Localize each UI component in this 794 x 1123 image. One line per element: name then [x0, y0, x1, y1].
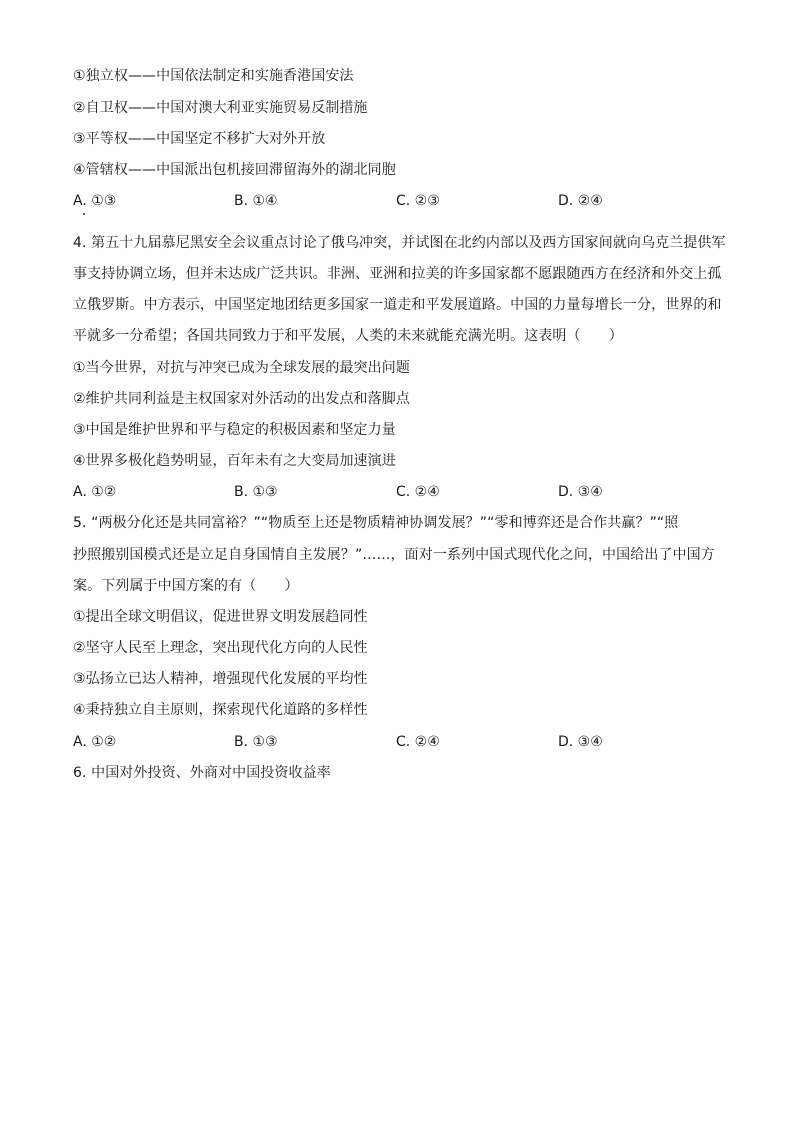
- q4-options: [73, 482, 733, 502]
- stray-dot: [83, 213, 85, 215]
- q5-item-4: ④秉持独立自主原则，探索现代化道路的多样性: [73, 702, 368, 718]
- q4-option-d: D. ③④: [558, 484, 603, 500]
- q5-option-b: B. ①③: [234, 734, 278, 750]
- q4-item-1: ①当今世界，对抗与冲突已成为全球发展的最突出问题: [73, 360, 410, 376]
- q5-option-d: D. ③④: [558, 734, 603, 750]
- q4-item-4: ④世界多极化趋势明显，百年未有之大变局加速演进: [73, 453, 396, 469]
- q5-option-c: C. ②④: [396, 734, 440, 750]
- q3-option-d: D. ②④: [558, 193, 603, 209]
- q3-option-a: A. ①③: [73, 193, 117, 209]
- q4-option-b: B. ①③: [234, 484, 278, 500]
- q3-item-2: ②自卫权——中国对澳大利亚实施贸易反制措施: [73, 100, 368, 116]
- q5-options: [73, 732, 733, 752]
- q6-stem: 6. 中国对外投资、外商对中国投资收益率: [73, 765, 331, 781]
- q3-option-b: B. ①④: [234, 193, 278, 209]
- q3-item-1: ①独立权——中国依法制定和实施香港国安法: [73, 68, 354, 84]
- q5-stem-line-2: 抄照搬别国模式还是立足自身国情自主发展？”……，面对一系列中国式现代化之问，中国给出了中国方: [73, 547, 715, 563]
- q4-stem-line-1: 4. 第五十九届慕尼黑安全会议重点讨论了俄乌冲突，并试图在北约内部以及西方国家间就向乌克兰提供军: [73, 235, 726, 251]
- q5-item-2: ②坚守人民至上理念，突出现代化方向的人民性: [73, 640, 368, 656]
- q3-item-4: ④管辖权——中国派出包机接回滞留海外的湖北同胞: [73, 162, 396, 178]
- q4-option-a: A. ①②: [73, 484, 117, 500]
- q5-option-a: A. ①②: [73, 734, 117, 750]
- q4-stem-line-2: 事支持协调立场，但并未达成广泛共识。非洲、亚洲和拉美的许多国家都不愿跟随西方在经济和外交上孤: [73, 266, 722, 282]
- q5-item-3: ③弘扬立已达人精神，增强现代化发展的平均性: [73, 671, 368, 687]
- q5-stem-line-3: 案。下列属于中国方案的有（ ）: [73, 578, 299, 594]
- q5-stem-line-1: 5. “两极分化还是共同富裕？”“物质至上还是物质精神协调发展？”“零和博弈还是合作共赢？”“照: [73, 515, 679, 531]
- q4-option-c: C. ②④: [396, 484, 440, 500]
- q4-item-2: ②维护共同利益是主权国家对外活动的出发点和落脚点: [73, 391, 410, 407]
- q4-stem-line-3: 立俄罗斯。中方表示，中国坚定地团结更多国家一道走和平发展道路。中国的力量每增长一分，世界的和: [73, 297, 722, 313]
- q3-item-3: ③平等权——中国坚定不移扩大对外开放: [73, 131, 326, 147]
- q3-option-c: C. ②③: [396, 193, 440, 209]
- q3-options: [73, 191, 733, 211]
- q4-item-3: ③中国是维护世界和平与稳定的积极因素和坚定力量: [73, 422, 396, 438]
- q4-stem-line-4: 平就多一分希望；各国共同致力于和平发展，人类的未来就能充满光明。这表明（ ）: [73, 328, 623, 344]
- q5-item-1: ①提出全球文明倡议，促进世界文明发展趋同性: [73, 609, 368, 625]
